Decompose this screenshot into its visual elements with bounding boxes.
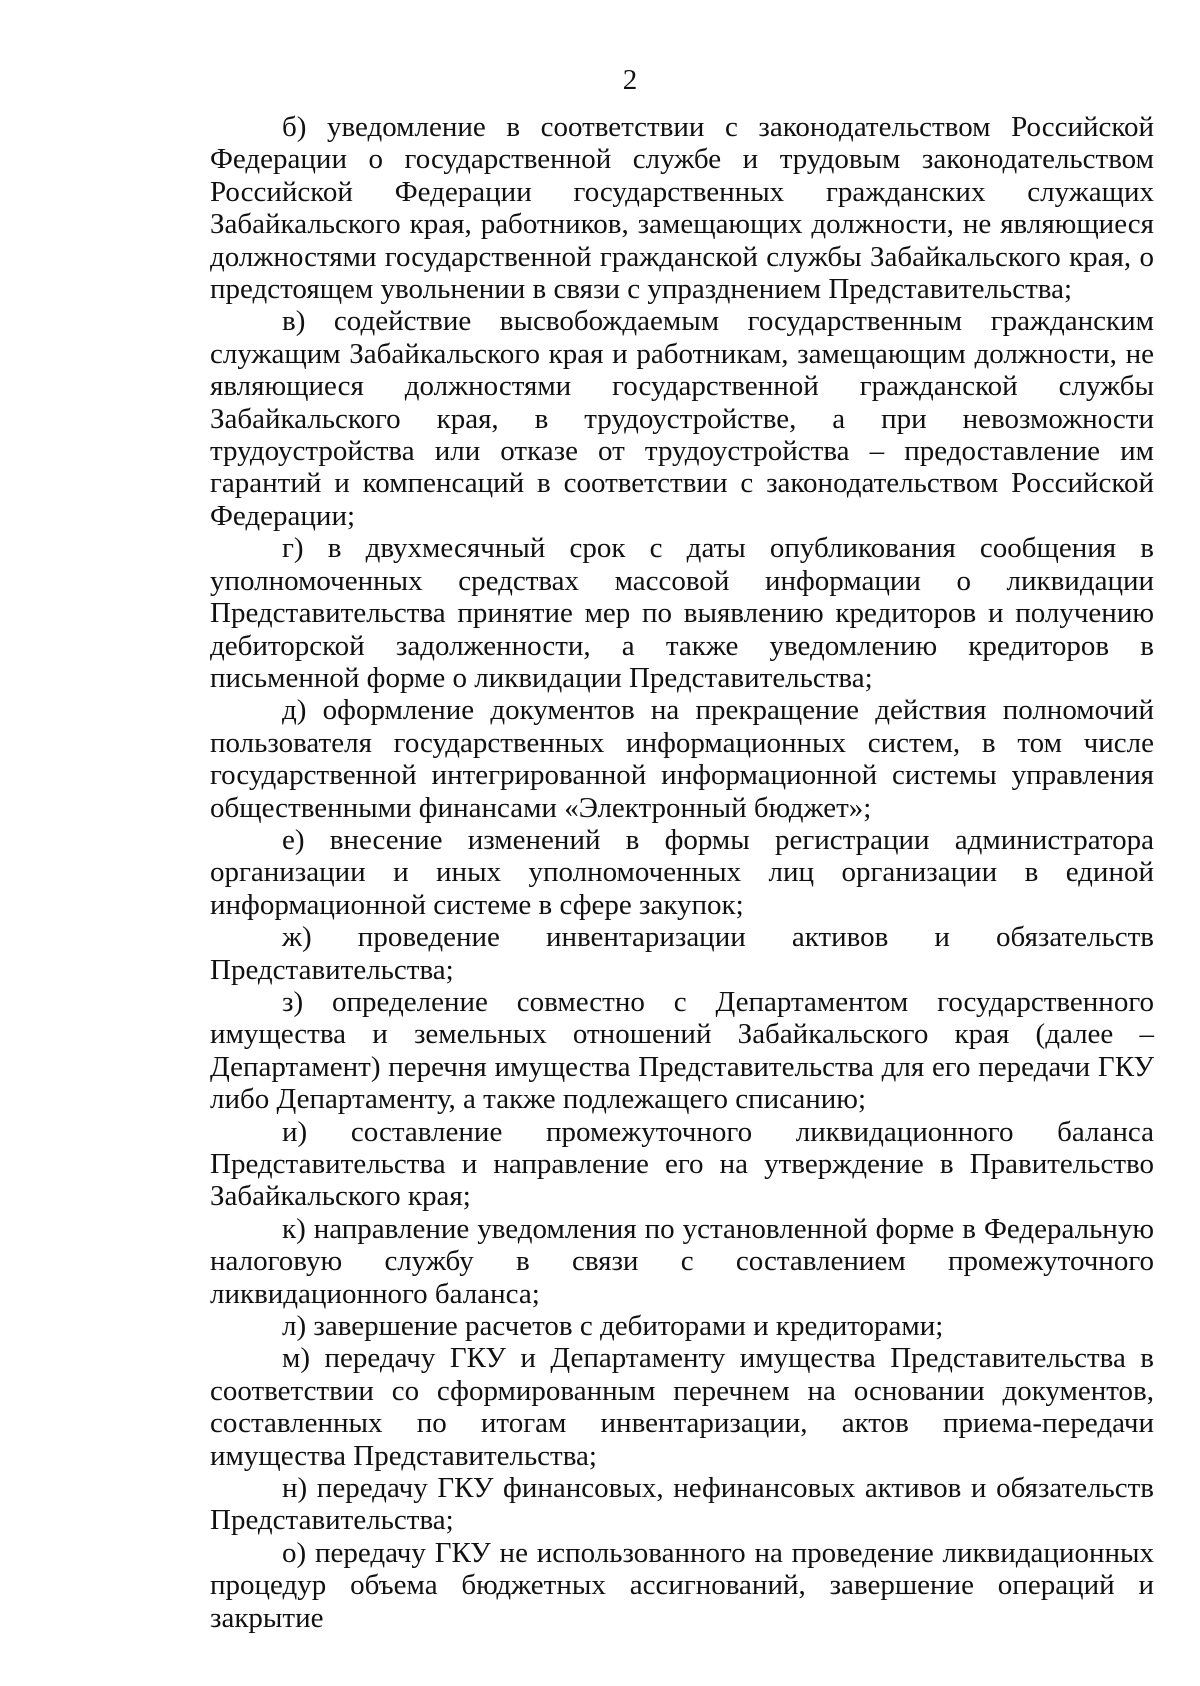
page-number: 2: [622, 64, 638, 96]
paragraph-g: г) в двухмесячный срок с даты опубликования сообщения в уполномоченных средствах массовой информации о ликвидации Представительства принятие мер по выявлению кредиторов и получению дебиторской задолженности, а также уведомлению кредиторов в письменной форме о ликвидации Представительства;: [210, 532, 1154, 694]
paragraph-d: д) оформление документов на прекращение действия полномочий пользователя государственных информационных систем, в том числе государственной интегрированной информационной системы управления общественными финансами «Электронный бюджет»;: [210, 694, 1154, 824]
paragraph-k: к) направление уведомления по установленной форме в Федеральную налоговую службу в связи с составлением промежуточного ликвидационного баланса;: [210, 1212, 1154, 1310]
paragraph-i: и) составление промежуточного ликвидационного баланса Представительства и направление его на утверждение в Правительство Забайкальского края;: [210, 1115, 1154, 1213]
paragraph-b: б) уведомление в соответствии с законодательством Российской Федерации о государственной службе и трудовым законодательством Российской Федерации государственных гражданских служащих Забайкальского края, работников, замещающих должности, не являющиеся должностями государственной гражданской службы Забайкальского края, о предстоящем увольнении в связи с упразднением Представительства;: [210, 111, 1154, 306]
paragraph-l: л) завершение расчетов с дебиторами и кредиторами;: [282, 1310, 944, 1343]
document-body: [210, 111, 1154, 1634]
paragraph-v: в) содействие высвобождаемым государственным гражданским служащим Забайкальского края и работникам, замещающим должности, не являющиеся должностями государственной гражданской службы Забайкальского края, в трудоустройстве, а при невозможности трудоустройства или отказе от трудоустройства – предоставление им гарантий и компенсаций в соответствии с законодательством Российской Федерации;: [210, 305, 1154, 532]
paragraph-z: з) определение совместно с Департаментом государственного имущества и земельных отношений Забайкальского края (далее – Департамент) перечня имущества Представительства для его передачи ГКУ либо Департаменту, а также подлежащего списанию;: [210, 985, 1154, 1116]
paragraph-o: о) передачу ГКУ не использованного на проведение ликвидационных процедур объема бюджетных ассигнований, завершение операций и закрытие: [210, 1536, 1154, 1634]
paragraph-zh: ж) проведение инвентаризации активов и обязательств Представительства;: [210, 921, 1154, 986]
paragraph-e: е) внесение изменений в формы регистрации администратора организации и иных уполномоченных лиц организации в единой информационной системе в сфере закупок;: [210, 823, 1154, 921]
paragraph-n: н) передачу ГКУ финансовых, нефинансовых активов и обязательств Представительства;: [210, 1472, 1154, 1537]
paragraph-m: м) передачу ГКУ и Департаменту имущества Представительства в соответствии со сформированным перечнем на основании документов, составленных по итогам инвентаризации, актов приема-передачи имущества Представительства;: [210, 1342, 1154, 1472]
